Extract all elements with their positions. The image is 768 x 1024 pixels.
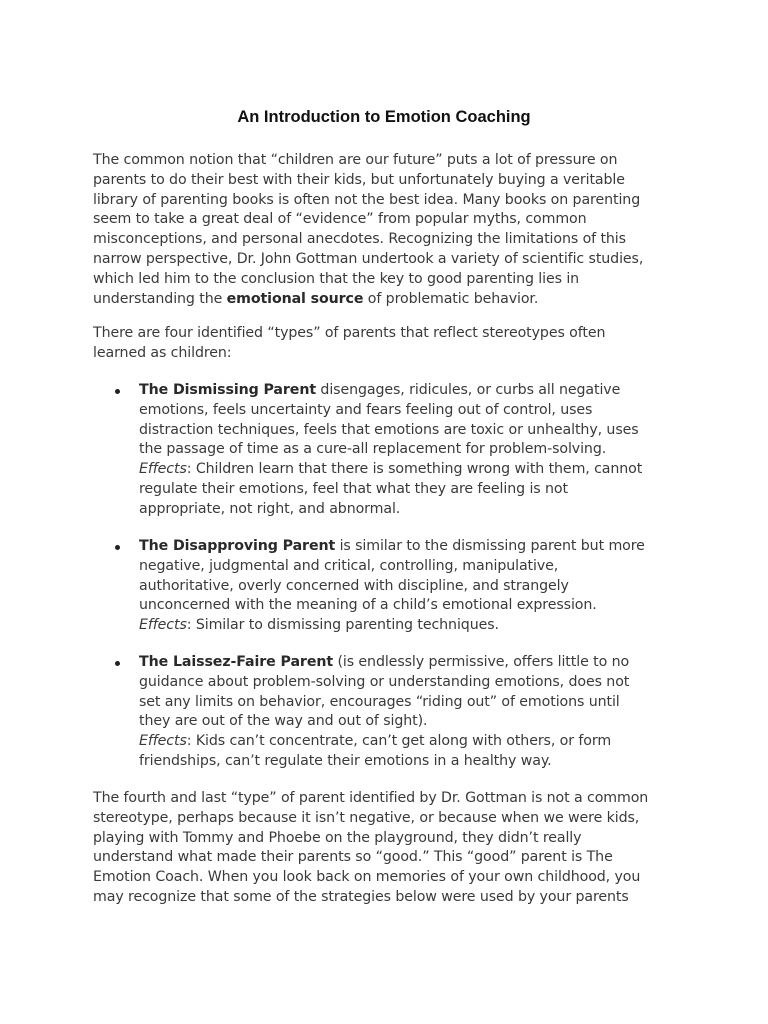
text-run: : Children learn that there is something wrong with them, cannot — [186, 461, 643, 478]
text-run: : Similar to dismissing parenting techniques. — [186, 617, 499, 634]
text-line: understand what made their parents so “good.” This “good” parent is The — [93, 849, 613, 866]
text-line — [139, 381, 693, 401]
text-run: (is endlessly permissive, offers little to no — [333, 654, 630, 670]
text-line: The fourth and last “type” of parent identified by Dr. Gottman is not a common — [93, 790, 649, 806]
text-line: may recognize that some of the strategies below were used by your parents — [93, 888, 629, 905]
text-line: misconceptions, and personal anecdotes. Recognizing the limitations of this — [93, 231, 626, 248]
types-intro-paragraph — [93, 324, 683, 364]
text-run: disengages, ridicules, or curbs all negative — [316, 382, 621, 398]
emphasis-emotional-source: emotional source — [226, 290, 364, 307]
text-line: distraction techniques, feels that emotions are toxic or unhealthy, uses — [139, 421, 639, 438]
text-line: set any limits on behavior, encourages “riding out” of emotions until — [139, 693, 620, 710]
text-line: The common notion that “children are our future” puts a lot of pressure on — [93, 152, 618, 168]
parent-type-name: The Disapproving Parent — [139, 538, 336, 554]
list-item-disapproving-parent — [93, 537, 693, 636]
effects-label: Effects — [139, 617, 187, 634]
text-run: : Kids can’t concentrate, can’t get along with others, or form — [186, 733, 612, 750]
text-line: library of parenting books is often not the best idea. Many books on parenting — [93, 191, 641, 208]
text-line — [139, 616, 693, 636]
text-line: regulate their emotions, feel that what they are feeling is not — [139, 480, 568, 497]
text-line: stereotype, perhaps because it isn’t negative, or because when we were kids, — [93, 809, 640, 826]
bullet-icon — [115, 661, 120, 666]
text-line: playing with Tommy and Phoebe on the playground, they didn’t really — [93, 829, 582, 846]
text-line — [93, 290, 683, 310]
text-line: they are out of the way and out of sight). — [139, 713, 428, 730]
text-run: is similar to the dismissing parent but more — [335, 538, 645, 554]
effects-label: Effects — [139, 461, 187, 478]
closing-paragraph — [93, 789, 683, 908]
text-line: parents to do their best with their kids, but unfortunately buying a veritable — [93, 171, 625, 188]
text-line: friendships, can’t regulate their emotions in a healthy way. — [139, 752, 552, 769]
text-line: appropriate, not right, and abnormal. — [139, 500, 401, 517]
text-line: authoritative, overly concerned with discipline, and strangely — [139, 577, 569, 594]
list-item-dismissing-parent — [93, 381, 693, 520]
text-line — [139, 653, 693, 673]
text-line — [139, 537, 693, 557]
text-run: of problematic behavior. — [363, 290, 539, 307]
text-line — [139, 460, 693, 480]
parent-type-name: The Dismissing Parent — [139, 382, 317, 398]
text-line — [139, 732, 693, 752]
parent-type-name: The Laissez-Faire Parent — [139, 654, 334, 670]
text-line: seem to take a great deal of “evidence” from popular myths, common — [93, 211, 587, 228]
parent-type-list — [93, 381, 693, 520]
text-line: learned as children: — [93, 344, 232, 361]
parent-type-list — [93, 537, 693, 636]
parent-type-list — [93, 653, 693, 772]
text-line: which led him to the conclusion that the key to good parenting lies in — [93, 270, 580, 287]
text-line: unconcerned with the meaning of a child’s emotional expression. — [139, 597, 597, 614]
text-run: understanding the — [93, 290, 227, 307]
bullet-icon — [115, 545, 120, 550]
text-line: narrow perspective, Dr. John Gottman undertook a variety of scientific studies, — [93, 250, 644, 267]
text-line: guidance about problem-solving or understanding emotions, does not — [139, 673, 630, 690]
bullet-icon — [115, 389, 120, 394]
effects-label: Effects — [139, 733, 187, 750]
text-line: negative, judgmental and critical, controlling, manipulative, — [139, 557, 559, 574]
text-line: There are four identified “types” of parents that reflect stereotypes often — [93, 325, 606, 341]
page-title: An Introduction to Emotion Coaching — [237, 108, 531, 126]
text-line: the passage of time as a cure-all replacement for problem-solving. — [139, 441, 607, 458]
list-item-laissez-faire-parent — [93, 653, 693, 772]
intro-paragraph — [93, 151, 683, 309]
text-line: emotions, feels uncertainty and fears feeling out of control, uses — [139, 401, 593, 418]
text-line: Emotion Coach. When you look back on memories of your own childhood, you — [93, 869, 641, 886]
